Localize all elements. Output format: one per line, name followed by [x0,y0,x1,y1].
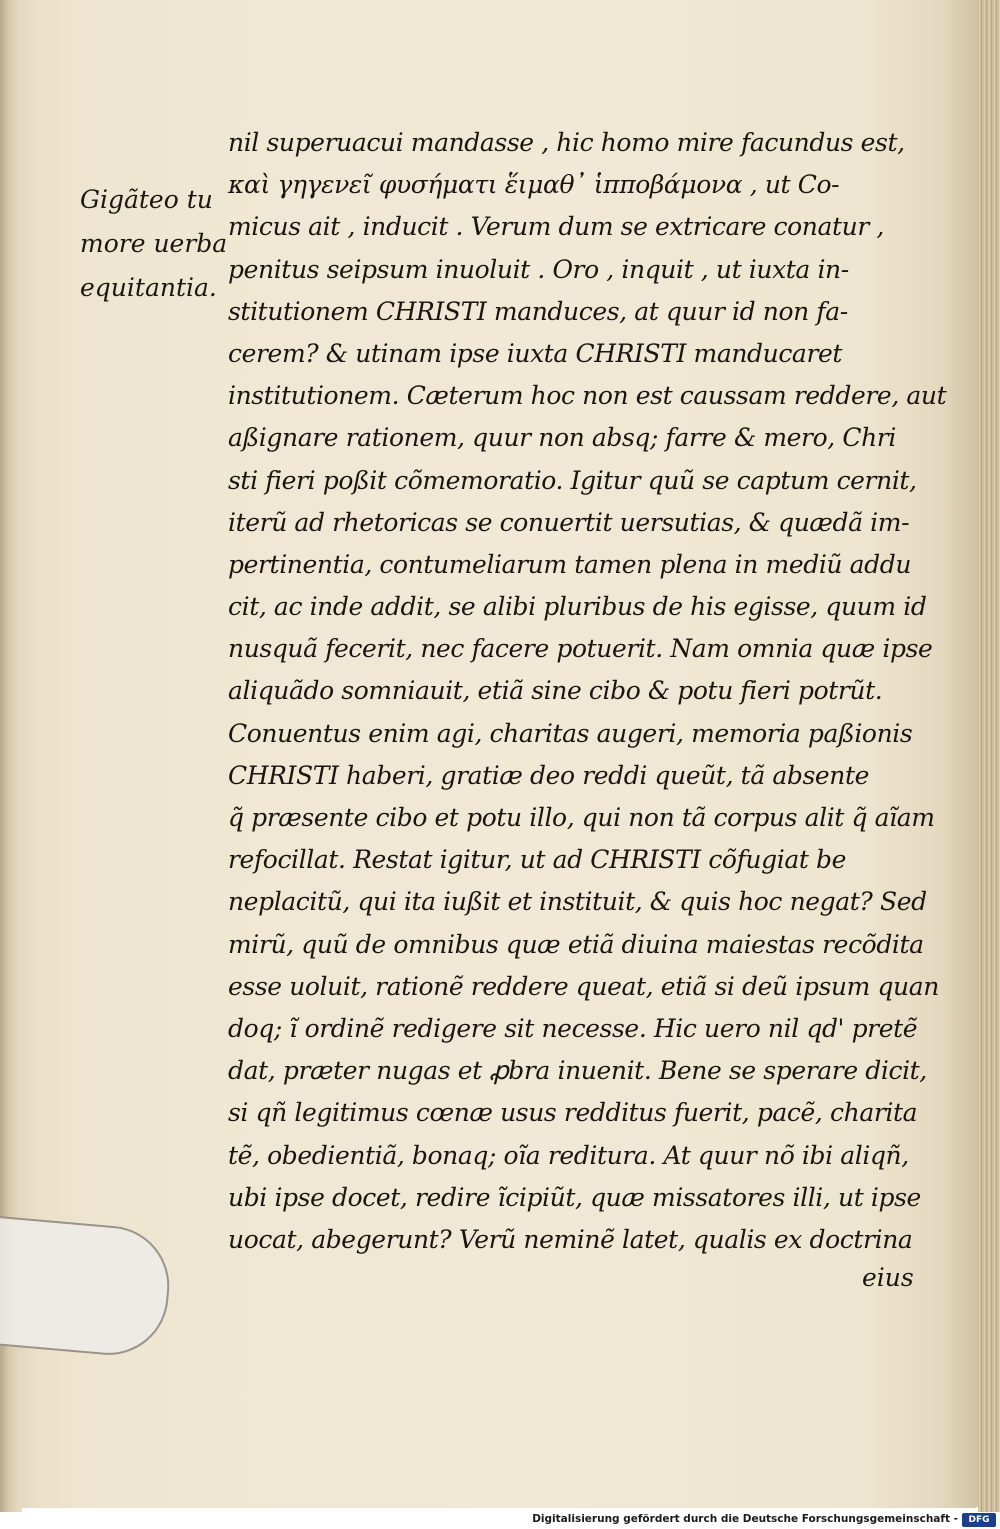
text-line: q̃ præsente cibo et potu illo, qui non tã corpus alit q̃ aĩam [228,803,935,832]
text-line: καὶ γηγενεῖ φυσήματι ἕιμαθ᾽ ἱπποβάμονα , ut Co- [228,170,840,200]
margin-note-line: equitantia. [80,273,217,302]
text-line: cerem? & utinam ipse iuxta CHRISTI manducaret [228,338,843,368]
text-line: uocat, abegerunt? Verũ neminẽ latet, qualis ex doctrina [228,1224,913,1254]
dfg-logo-icon: DFG [962,1513,996,1527]
text-line: ubi ipse docet, redire ĩcipiũt, quæ missatores illi, ut ipse [228,1182,921,1212]
text-line: stitutionem CHRISTI manduces, at quur id non fa- [228,296,848,326]
text-line: cit, ac inde addit, se alibi pluribus de his egisse, quum id [228,592,927,622]
text-line: CHRISTI haberi, gratiæ deo reddi queũt, tã absente [228,760,870,790]
text-line: esse uoluit, rationẽ reddere queat, etiã si deũ ipsum quan [228,971,939,1001]
page-stack-edge [978,0,1000,1512]
text-line: neplacitũ, qui ita iußit et instituit, & quis hoc negat? Sed [228,887,927,917]
text-line: institutionem. Cæterum hoc non est caussam reddere, aut [228,381,947,411]
text-line: micus ait , inducit . Verum dum se extricare conatur , [228,212,884,242]
text-line: nusquã fecerit, nec facere potuerit. Nam omnia quæ ipse [228,634,933,664]
text-line: sti fieri poßit cõmemoratio. Igitur quũ se captum cernit, [228,465,917,495]
text-line: tẽ, obedientiã, bonaq; oĩa reditura. At quur nõ ibi aliqñ, [228,1140,909,1170]
body-text [228,122,947,1261]
text-line: dat, præter nugas et ꝓbra inuenit. Bene se sperare dicit, [228,1056,927,1086]
margin-note-line: Gigãteo tu [80,185,213,214]
text-line: iterũ ad rhetoricas se conuertit uersutias, & quædã im- [228,507,910,537]
text-line: nil superuacui mandasse , hic homo mire facundus est, [228,128,905,157]
funding-credit: Digitalisierung gefördert durch die Deutsche Forschungsgemeinschaft - [532,1513,958,1525]
margin-note-line: more uerba [80,229,228,258]
text-line: pertinentia, contumeliarum tamen plena in mediũ addu [228,549,912,579]
text-line: mirũ, quũ de omnibus quæ etiã diuina maiestas recõdita [228,929,924,959]
text-line: Conuentus enim agi, charitas augeri, memoria paßionis [228,718,913,748]
text-line: doq; ĩ ordinẽ redigere sit necesse. Hic uero nil qd' pretẽ [228,1013,918,1043]
text-line: penitus seipsum inuoluit . Oro , inquit , ut iuxta in- [228,254,849,284]
text-line: aliquãdo somniauit, etiã sine cibo & potu fieri potrũt. [228,676,883,706]
catchword: eius [862,1263,914,1292]
text-line: aßignare rationem, quur non absq; farre & mero, Chri [228,423,896,453]
text-line: refocillat. Restat igitur, ut ad CHRISTI cõfugiat be [228,845,847,875]
text-line: si qñ legitimus cœnæ usus redditus fuerit, pacẽ, charita [228,1098,918,1128]
marginal-note [80,178,230,310]
